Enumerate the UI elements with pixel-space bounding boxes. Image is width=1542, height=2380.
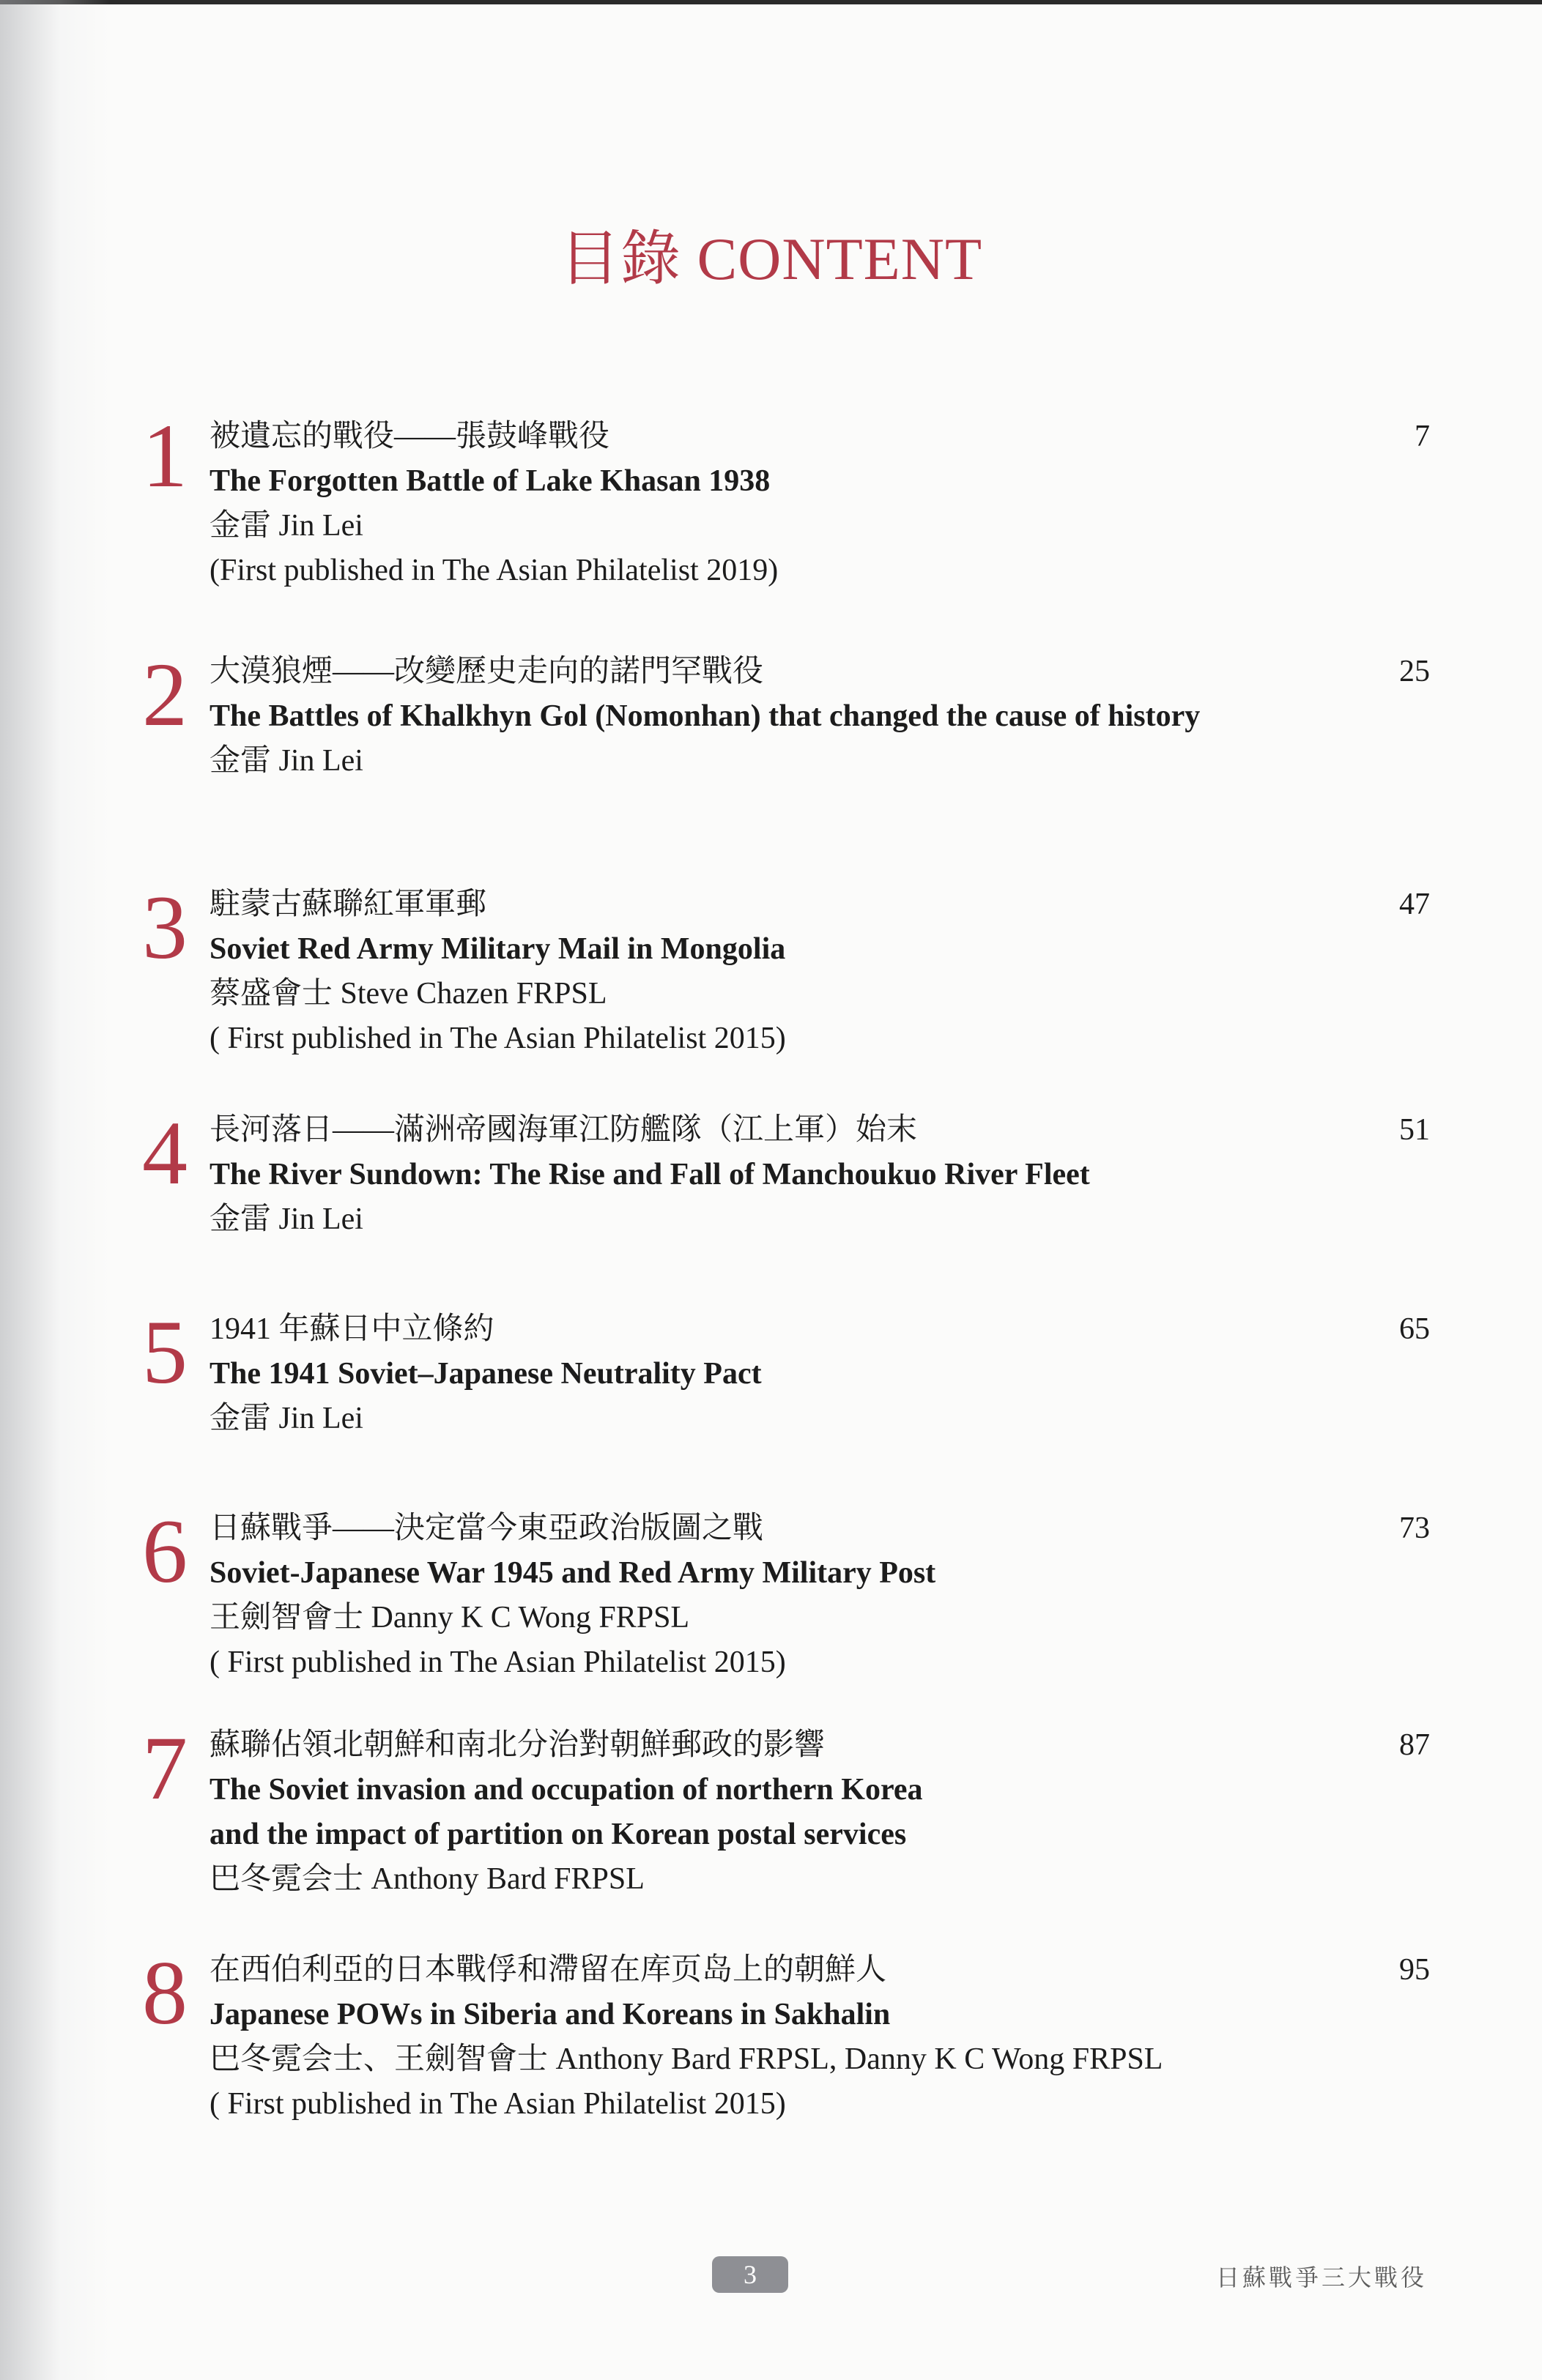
entry-english-title: Soviet Red Army Military Mail in Mongolia	[210, 932, 786, 966]
entry-chinese-title: 1941 年蘇日中立條約	[210, 1312, 494, 1346]
entry-note: ( First published in The Asian Philatelist 2015)	[210, 1645, 786, 1679]
entry-page-number: 73	[1399, 1511, 1430, 1545]
entry-author: 蔡盛會士 Steve Chazen FRPSL	[210, 977, 607, 1011]
footer-page-number: 3	[712, 2256, 788, 2293]
entry-text	[210, 1723, 1352, 1902]
footer-book-title: 日蘇戰爭三大戰役	[1215, 2264, 1427, 2291]
entry-author: 金雷 Jin Lei	[210, 509, 363, 543]
entry-note: ( First published in The Asian Philatelist 2015)	[210, 1022, 786, 1055]
entry-note: (First published in The Asian Philatelist 2019)	[210, 554, 779, 587]
entry-page-number: 47	[1399, 888, 1430, 921]
entry-number: 3	[142, 877, 188, 978]
entry-page-number: 51	[1399, 1113, 1430, 1147]
entry-chinese-title: 大漠狼煙——改變歷史走向的諾門罕戰役	[210, 655, 764, 688]
entry-english-title: Soviet-Japanese War 1945 and Red Army Military Post	[210, 1556, 936, 1590]
entry-chinese-title: 蘇聯佔領北朝鮮和南北分治對朝鮮郵政的影響	[210, 1728, 826, 1762]
entry-text	[210, 1108, 1352, 1242]
entry-text	[210, 650, 1352, 784]
entry-page-number: 65	[1399, 1312, 1430, 1346]
entry-chinese-title: 長河落日——滿洲帝國海軍江防艦隊（江上軍）始末	[210, 1113, 918, 1147]
entry-english-title: The Battles of Khalkhyn Gol (Nomonhan) that changed the cause of history	[210, 699, 1201, 733]
entry-author: 王劍智會士 Danny K C Wong FRPSL	[210, 1601, 690, 1635]
entry-chinese-title: 駐蒙古蘇聯紅軍軍郵	[210, 888, 487, 921]
entry-note: ( First published in The Asian Philatelist 2015)	[210, 2087, 786, 2121]
entry-text	[210, 882, 1352, 1061]
entry-chinese-title: 被遺忘的戰役——張鼓峰戰役	[210, 420, 610, 453]
page-top-edge	[0, 0, 1542, 4]
entry-number: 5	[142, 1302, 188, 1402]
entry-english-title-continued: and the impact of partition on Korean postal services	[210, 1818, 907, 1851]
entry-number: 2	[142, 644, 188, 745]
page-heading: 目錄 CONTENT	[559, 226, 983, 292]
entry-author: 金雷 Jin Lei	[210, 1202, 363, 1236]
entry-page-number: 7	[1415, 420, 1430, 453]
entry-english-title: Japanese POWs in Siberia and Koreans in Sakhalin	[210, 1998, 891, 2031]
entry-page-number: 25	[1399, 655, 1430, 688]
entry-page-number: 87	[1399, 1728, 1430, 1762]
entry-english-title: The River Sundown: The Rise and Fall of Manchoukuo River Fleet	[210, 1158, 1090, 1191]
binding-shadow	[0, 0, 110, 2380]
entry-number: 8	[142, 1943, 188, 2043]
entry-english-title: The 1941 Soviet–Japanese Neutrality Pact	[210, 1357, 762, 1391]
entry-author: 巴冬霓会士 Anthony Bard FRPSL	[210, 1862, 645, 1896]
entry-text	[210, 1307, 1352, 1441]
entry-text	[210, 1506, 1352, 1685]
entry-page-number: 95	[1399, 1953, 1430, 1987]
entry-text	[210, 414, 1352, 593]
entry-author: 金雷 Jin Lei	[210, 1402, 363, 1435]
entry-number: 7	[142, 1718, 188, 1818]
entry-number: 6	[142, 1501, 188, 1602]
entry-chinese-title: 日蘇戰爭——決定當今東亞政治版圖之戰	[210, 1511, 764, 1545]
entry-author: 金雷 Jin Lei	[210, 744, 363, 778]
entry-author: 巴冬霓会士、王劍智會士 Anthony Bard FRPSL, Danny K C Wong FRPSL	[210, 2042, 1163, 2076]
entry-english-title: The Forgotten Battle of Lake Khasan 1938	[210, 464, 771, 498]
entry-number: 4	[142, 1103, 188, 1203]
entry-number: 1	[142, 406, 188, 506]
entry-chinese-title: 在西伯利亞的日本戰俘和滯留在库页岛上的朝鮮人	[210, 1953, 887, 1987]
entry-english-title: The Soviet invasion and occupation of northern Korea	[210, 1773, 923, 1807]
entry-text	[210, 1948, 1352, 2127]
